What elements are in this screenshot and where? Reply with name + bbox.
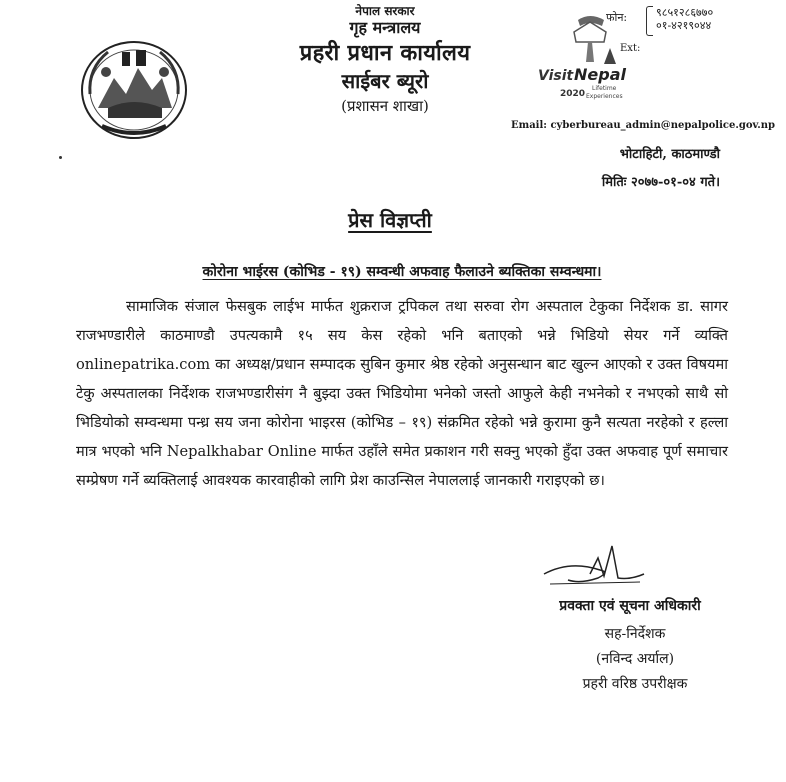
government-name: नेपाल सरकार — [355, 4, 415, 18]
signatory-details — [520, 622, 750, 697]
ext-label: Ext: — [620, 43, 641, 54]
visit-text: Visit — [538, 68, 574, 84]
phone-number: ०१-४२१९०४४ — [656, 19, 712, 32]
issue-date: मितिः २०७७-०१-०४ गते। — [601, 175, 720, 190]
nepal-emblem-icon — [78, 38, 190, 142]
bureau-name: साईबर ब्यूरो — [341, 69, 429, 93]
visit-nepal-logo — [534, 12, 646, 104]
office-name: प्रहरी प्रधान कार्यालय — [299, 40, 471, 66]
tagline-1: Lifetime — [592, 85, 617, 92]
document-title: प्रेस विज्ञप्ती — [348, 208, 432, 232]
nepal-text: Nepal — [574, 65, 626, 84]
body-paragraph: सामाजिक संजाल फेसबुक लाईभ मार्फत शुक्रराज ट्रपिकल तथा सरुवा रोग अस्पताल टेकुका निर्देशक डा. सागर राजभण्डारीले काठमाण्डौ उपत्यकामै १५ सय केस रहेको भनि बताएको भन्ने भिडियो सेयर गर्ने व्यक्ति onlinepatrika.com का अध्यक्ष/प्रधान सम्पादक सुबिन कुमार श्रेष्ठ रहेको अनुसन्धान बाट खुल्न आएको र उक्त विषयमा टेकु अस्पतालका निर्देशक राजभण्डारीसंग नै बुझ्दा उक्त भिडियोमा भनेको जस्तो आफुले केही नभनेको र नभएको साथै सो भिडियोको सम्वन्धमा पन्ध्र सय जना कोरोना भाइरस (कोभिड – १९) संक्रमित रहेको भन्ने कुरामा कुनै सत्यता नरहेको र हल्ला मात्र भएको भनि Nepalkhabar Online मार्फत उहाँले समेत प्रकाशन गरी सक्नु भएको हुँदा उक्त अफवाह पूर्ण समाचार सम्प्रेषण गर्ने ब्यक्तिलाई आवश्यक कारवाहीको लागि प्रेश काउन्सिल नेपाललाई जानकारी गराइएको छ। — [76, 298, 728, 489]
phone-label: फोन: — [606, 11, 628, 24]
signatory-title: प्रवक्ता एवं सूचना अधिकारी — [559, 598, 701, 614]
signatory-position: सह-निर्देशक — [604, 626, 666, 642]
year-text: 2020 — [560, 89, 586, 99]
signatory-rank: प्रहरी वरिष्ठ उपरीक्षक — [582, 676, 688, 692]
email-address: Email: cyberbureau_admin@nepalpolice.gov.np — [511, 120, 776, 131]
phone-numbers — [656, 6, 766, 32]
letterhead — [240, 4, 530, 116]
ministry-name: गृह मन्त्रालय — [349, 18, 421, 37]
handwritten-signature — [540, 540, 650, 590]
branch-name: (प्रशासन शाखा) — [341, 97, 429, 115]
signatory-name: (नविन्द अर्याल) — [595, 651, 675, 667]
tagline-2: Experiences — [586, 93, 623, 100]
stray-mark — [59, 156, 62, 159]
phone-bracket — [646, 6, 653, 36]
phone-number: ९८५१२८६७७० — [656, 6, 714, 19]
office-address: भोटाहिटी, काठमाण्डौ — [619, 147, 720, 162]
document-subject: कोरोना भाईरस (कोभिड - १९) सम्वन्धी अफवाह फैलाउने ब्यक्तिका सम्वन्धमा। — [202, 264, 602, 280]
